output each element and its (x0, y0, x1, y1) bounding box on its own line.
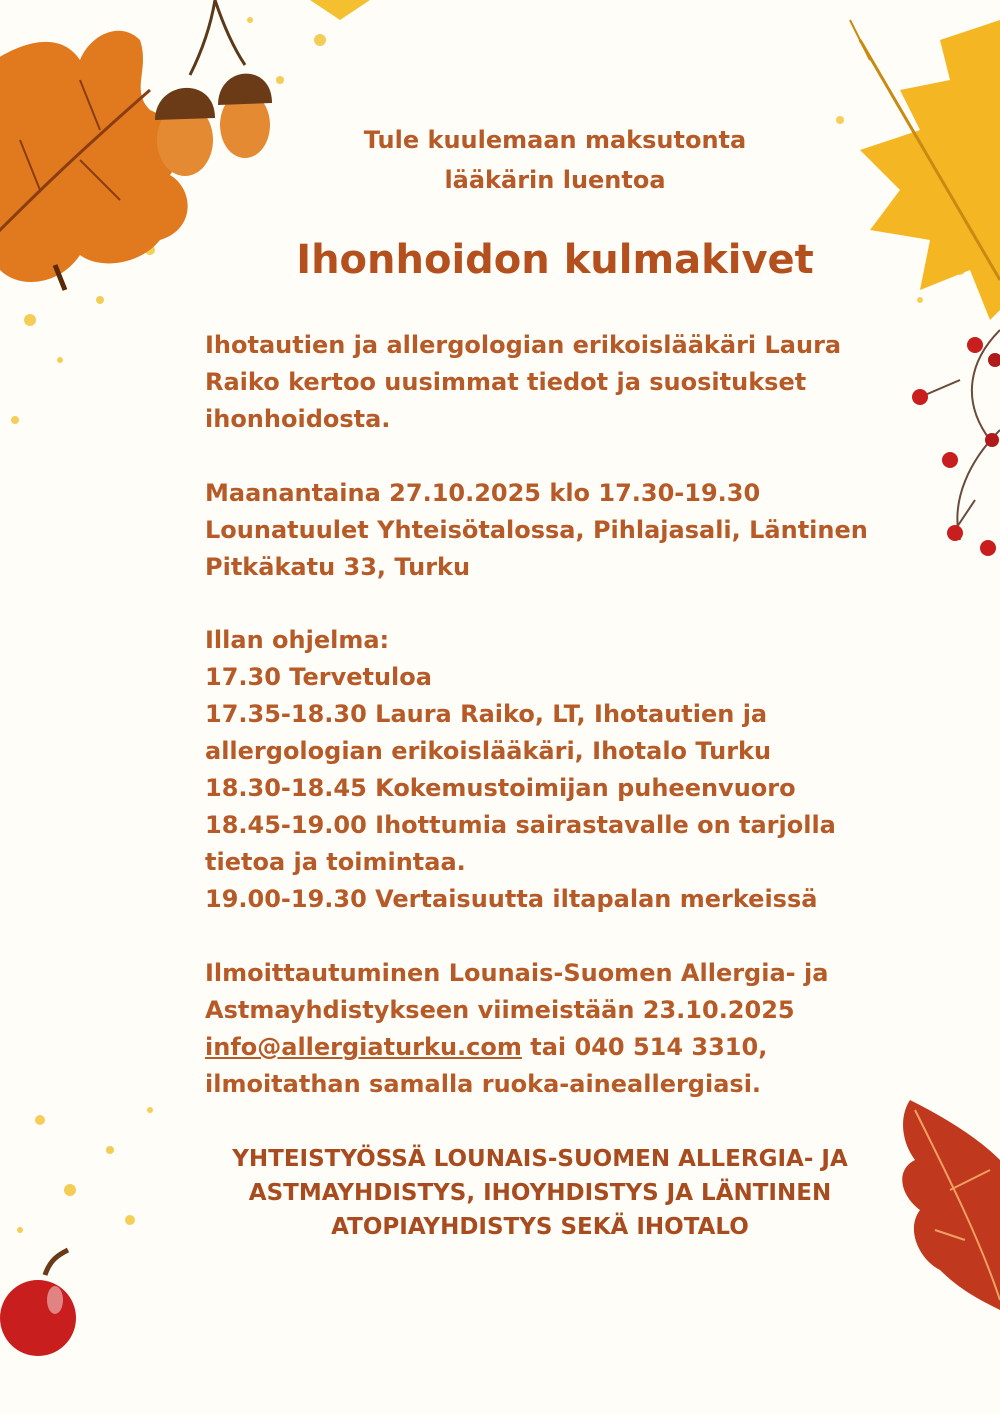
signup-contact-line (205, 1029, 905, 1066)
intro-line-1: Tule kuulemaan maksutonta (363, 126, 747, 154)
lecture-description (205, 327, 905, 438)
signup-line-1: Ilmoittautuminen Lounais-Suomen Allergia- ja (205, 959, 829, 987)
red-berries-icon (912, 330, 1000, 556)
event-location-line-1: Lounatuulet Yhteisötalossa, Pihlajasali, Läntinen (205, 516, 868, 544)
description-line-2: Raiko kertoo uusimmat tiedot ja suositukset (205, 368, 807, 396)
program-item: 17.35-18.30 Laura Raiko, LT, Ihotautien ja (205, 700, 768, 728)
footer-line-3: ATOPIAYHDISTYS SEKÄ IHOTALO (331, 1214, 749, 1240)
description-line-3: ihonhoidosta. (205, 405, 391, 433)
intro-text (300, 120, 810, 200)
event-time-location (205, 475, 905, 586)
program-heading: Illan ohjelma: (205, 626, 390, 654)
description-line-1: Ihotautien ja allergologian erikoislääkäri Laura (205, 331, 842, 359)
organizers-footer (170, 1142, 910, 1244)
program-item: tietoa ja toimintaa. (205, 848, 466, 876)
program-item: 18.45-19.00 Ihottumia sairastavalle on tarjolla (205, 811, 836, 839)
footer-line-2: ASTMAYHDISTYS, IHOYHDISTYS JA LÄNTINEN (248, 1180, 832, 1206)
footer-line-1: YHTEISTYÖSSÄ LOUNAIS-SUOMEN ALLERGIA- JA (232, 1146, 848, 1172)
program-item: allergologian erikoislääkäri, Ihotalo Turku (205, 737, 772, 765)
acorns-icon (155, 0, 272, 176)
email-link[interactable]: info@allergiaturku.com (205, 1033, 522, 1061)
orange-leaf-icon (0, 31, 188, 290)
program-item: 19.00-19.30 Vertaisuutta iltapalan merkeissä (205, 885, 818, 913)
program-item: 18.30-18.45 Kokemustoimijan puheenvuoro (205, 774, 796, 802)
intro-line-2: lääkärin luentoa (444, 166, 666, 194)
red-leaf-icon (902, 1100, 1000, 1310)
event-date-time: Maanantaina 27.10.2025 klo 17.30-19.30 (205, 479, 761, 507)
phone-number: tai 040 514 3310, (521, 1033, 768, 1061)
signup-line-4: ilmoitathan samalla ruoka-aineallergiasi. (205, 1070, 762, 1098)
program-item: 17.30 Tervetuloa (205, 663, 432, 691)
registration-info (205, 955, 905, 1103)
page-title: Ihonhoidon kulmakivet (296, 237, 814, 283)
red-apple-icon (0, 1250, 76, 1356)
event-location-line-2: Pitkäkatu 33, Turku (205, 553, 471, 581)
signup-line-2: Astmayhdistykseen viimeistään 23.10.2025 (205, 996, 795, 1024)
evening-program (205, 622, 905, 918)
